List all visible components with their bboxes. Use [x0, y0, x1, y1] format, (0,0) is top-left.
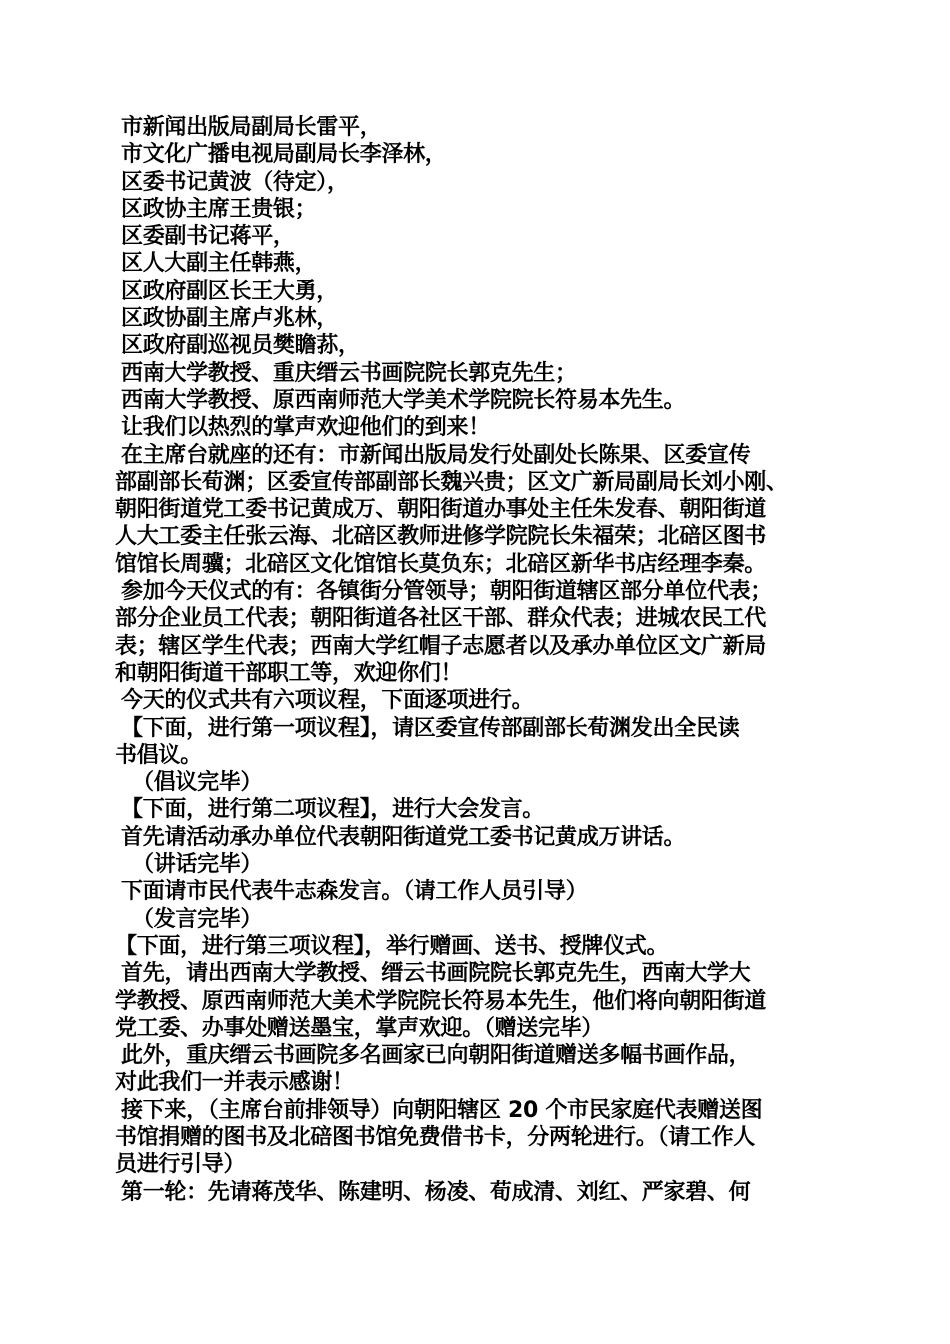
- document-body: [115, 114, 845, 1206]
- text-line: 西南大学教授、原西南师范大学美术学院院长符易本先生。: [121, 387, 686, 413]
- text-line: 市新闻出版局副局长雷平，: [121, 115, 382, 140]
- text-line: 部副部长荀渊；区委宣传部副部长魏兴贵；区文广新局副局长刘小刚、: [115, 469, 788, 495]
- text-line: 【下面，进行第三项议程】，举行赠画、送书、授牌仪式。: [115, 933, 669, 959]
- text-line: （发言完毕）: [132, 906, 263, 932]
- text-line: 此外，重庆缙云书画院多名画家已向朝阳街道赠送多幅书画作品，: [121, 1043, 751, 1069]
- text-line: 对此我们一并表示感谢！: [115, 1070, 354, 1096]
- text-line: 市文化广播电视局副局长李泽林，: [121, 142, 447, 168]
- text-line: 员进行引导）: [115, 1152, 246, 1178]
- text-line: 朝阳街道党工委书记黄成万、朝阳街道办事处主任朱发春、朝阳街道: [115, 497, 767, 523]
- text-line: 表；辖区学生代表；西南大学红帽子志愿者以及承办单位区文广新局: [115, 633, 767, 659]
- text-line: 西南大学教授、重庆缙云书画院院长郭克先生；: [121, 360, 577, 386]
- text-line: 党工委、办事处赠送墨宝，掌声欢迎。（赠送完毕）: [115, 1015, 604, 1041]
- text-line: 第一轮：先请蒋茂华、陈建明、杨凌、荀成清、刘红、严家碧、何: [121, 1179, 751, 1205]
- text-line: 接下来，（主席台前排领导）向朝阳辖区 20 个市民家庭代表赠送图: [121, 1097, 763, 1123]
- text-line: 下面请市民代表牛志森发言。（请工作人员引导）: [121, 879, 588, 905]
- text-line: 区委副书记蒋平，: [121, 224, 295, 250]
- text-line: 今天的仪式共有六项议程，下面逐项进行。: [121, 688, 534, 714]
- text-line: 区委书记黄波（待定），: [121, 169, 349, 195]
- text-line: 馆馆长周骥；北碚区文化馆馆长莫负东；北碚区新华书店经理李秦。: [115, 551, 767, 577]
- text-line: 人大工委主任张云海、北碚区教师进修学院院长朱福荣；北碚区图书: [115, 524, 767, 550]
- text-line: 在主席台就座的还有：市新闻出版局发行处副处长陈果、区委宣传: [121, 442, 751, 468]
- text-line: 区政府副巡视员樊瞻荪，: [121, 333, 360, 359]
- text-line: 区政协主席王贵银；: [121, 196, 317, 222]
- text-line: 书馆捐赠的图书及北碚图书馆免费借书卡，分两轮进行。（请工作人: [115, 1124, 756, 1150]
- text-line: 首先，请出西南大学教授、缙云书画院院长郭克先生，西南大学大: [121, 961, 751, 987]
- text-line: 部分企业员工代表；朝阳街道各社区干部、群众代表；进城农民工代: [115, 606, 767, 632]
- text-line: 和朝阳街道干部职工等，欢迎你们！: [115, 660, 463, 686]
- text-line: 学教授、原西南师范大美术学院院长符易本先生，他们将向朝阳街道: [115, 988, 767, 1014]
- text-line: 让我们以热烈的掌声欢迎他们的到来！: [121, 415, 490, 441]
- text-line: （倡议完毕）: [132, 770, 263, 796]
- text-line: 首先请活动承办单位代表朝阳街道党工委书记黄成万讲话。: [121, 824, 686, 850]
- text-line: 【下面，进行第二项议程】，进行大会发言。: [121, 797, 545, 823]
- text-line: 【下面，进行第一项议程】，请区委宣传部副部长荀渊发出全民读: [121, 715, 740, 741]
- text-line: 区政府副区长王大勇，: [121, 278, 339, 304]
- text-line: 区人大副主任韩燕，: [121, 251, 317, 277]
- text-line: （讲话完毕）: [132, 852, 263, 878]
- text-line: 区政协副主席卢兆林，: [121, 306, 339, 332]
- text-line: 书倡议。: [115, 742, 202, 768]
- text-line: 参加今天仪式的有：各镇街分管领导；朝阳街道辖区部分单位代表；: [121, 579, 773, 605]
